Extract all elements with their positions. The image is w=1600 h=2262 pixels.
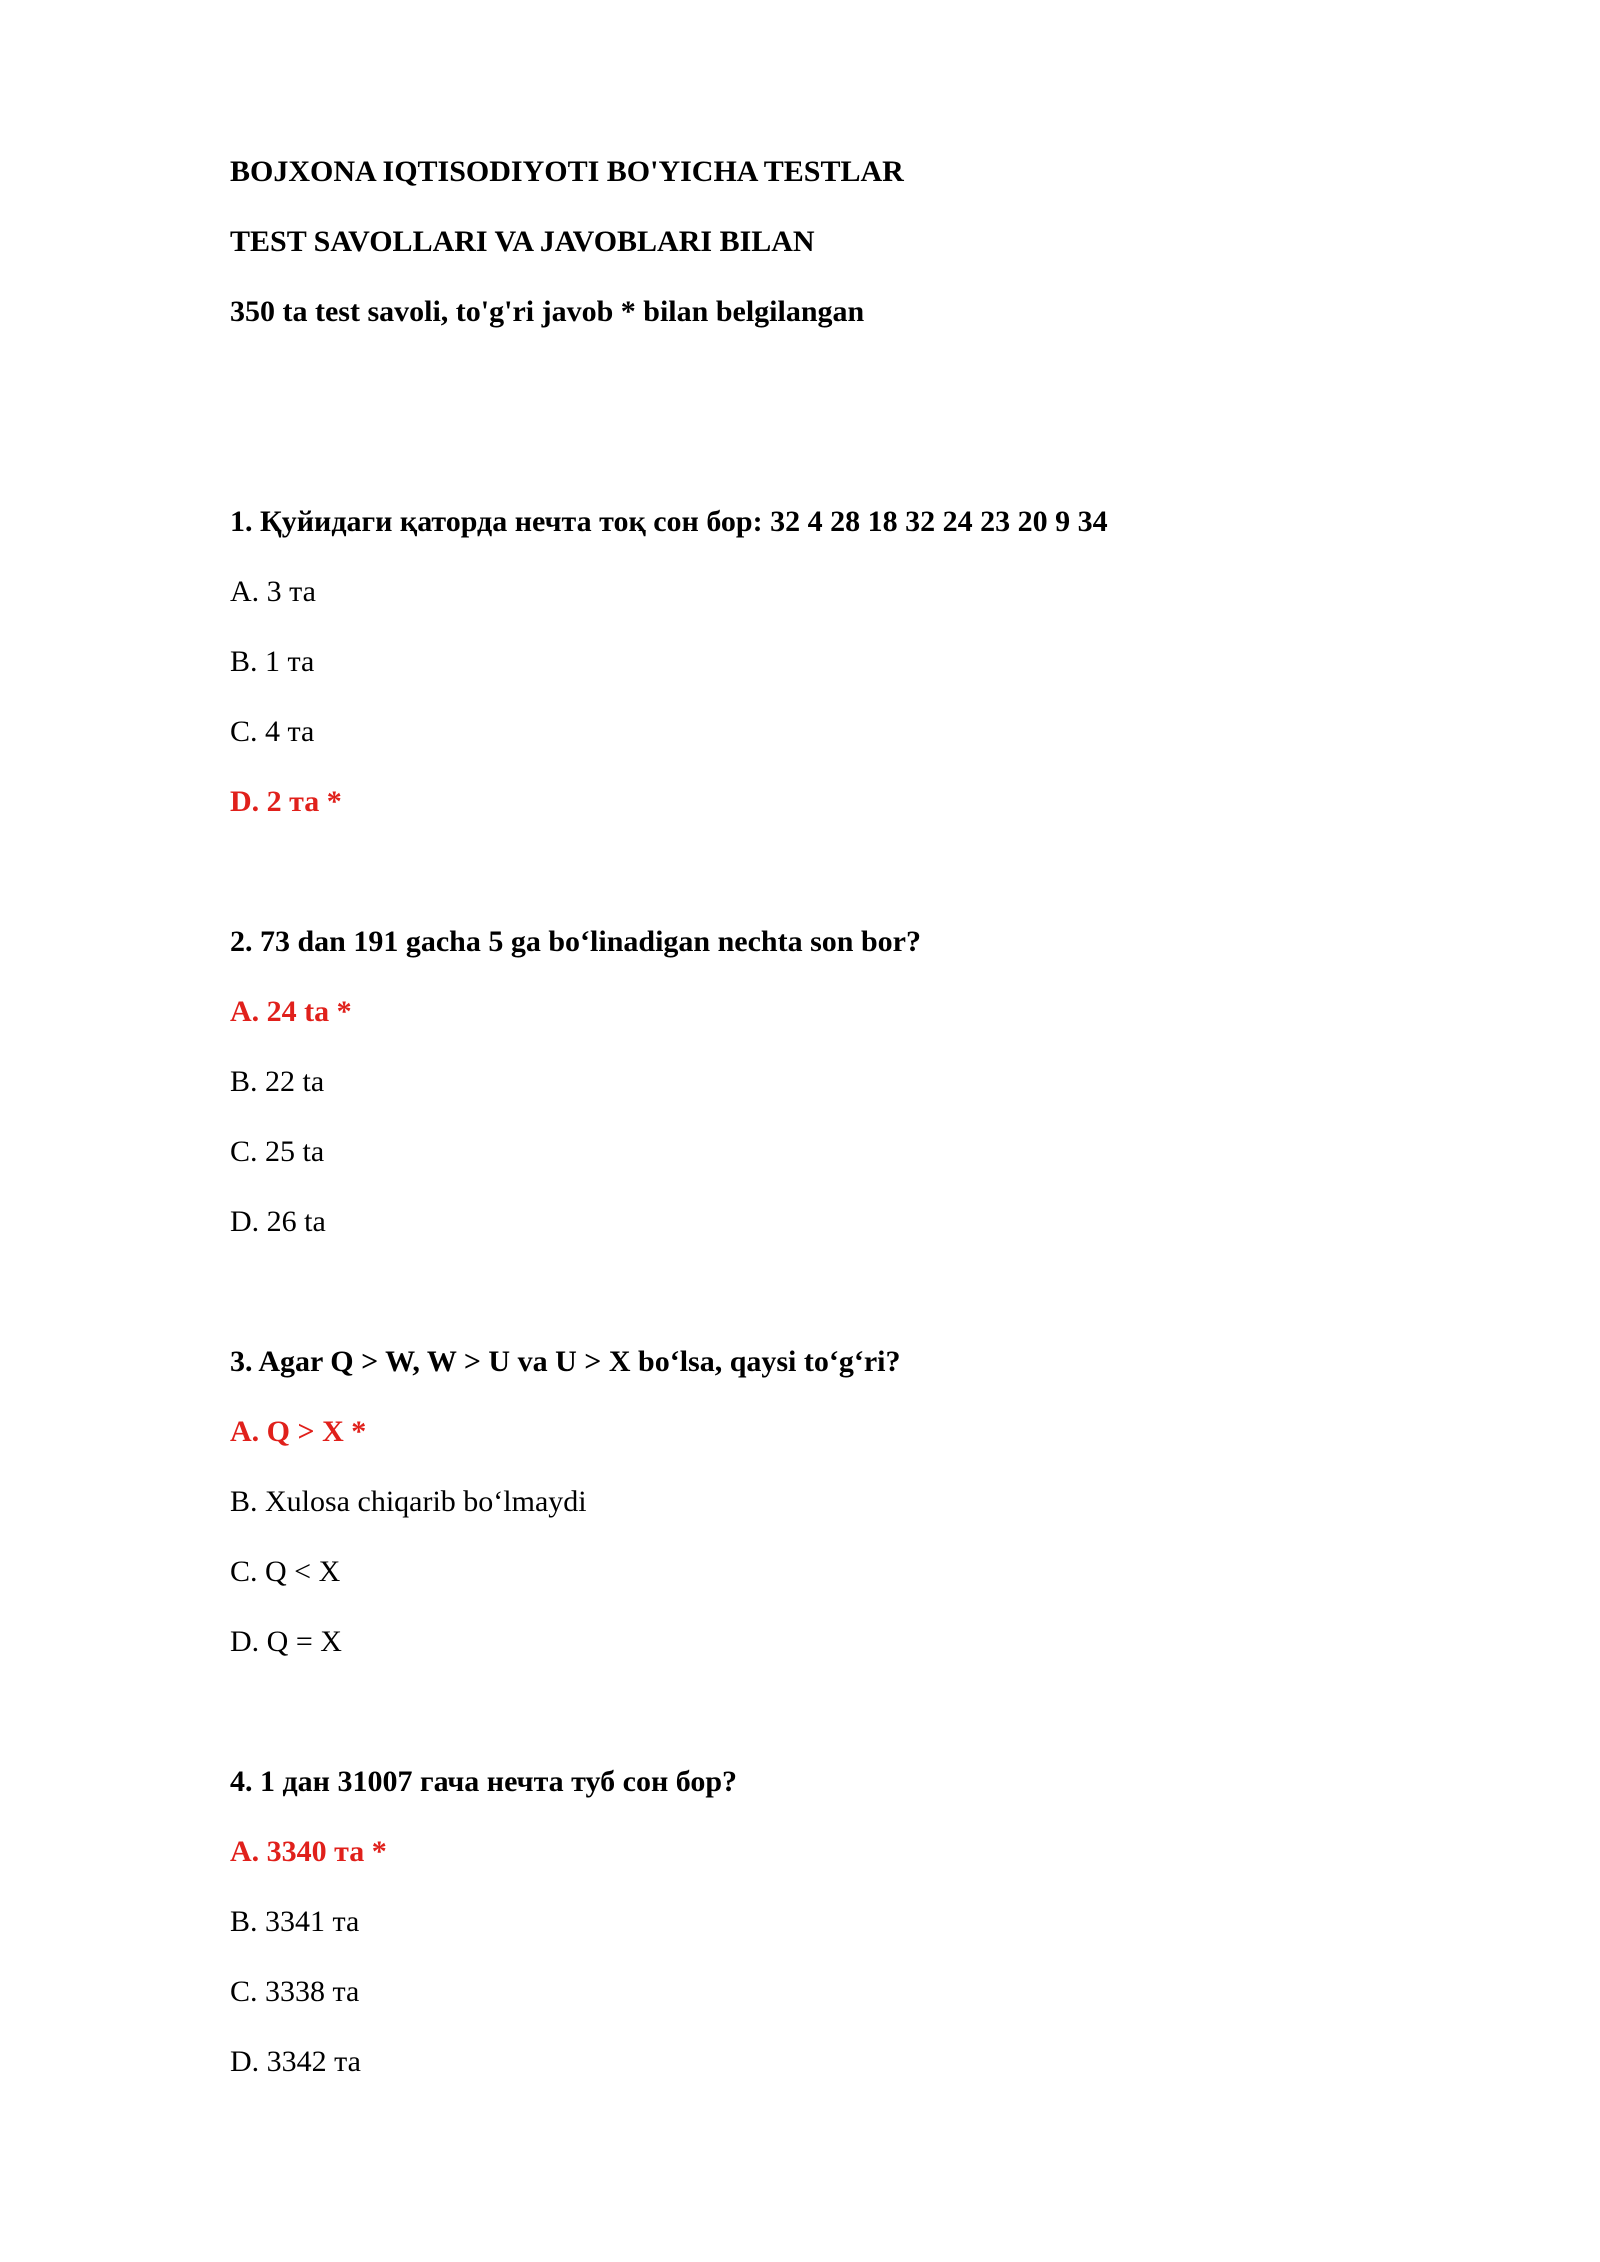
answer-option: B. Xulosa chiqarib bo‘lmaydi (230, 1485, 587, 1518)
question-text: 2. 73 dan 191 gacha 5 ga bo‘linadigan nechta son bor? (230, 925, 921, 958)
document-note: 350 ta test savoli, to'g'ri javob * bilan belgilangan (230, 295, 865, 328)
answer-option: D. Q = X (230, 1625, 342, 1658)
document-subtitle: TEST SAVOLLARI VA JAVOBLARI BILAN (230, 225, 815, 258)
answer-option: C. 25 ta (230, 1135, 325, 1168)
answer-option: D. 26 ta (230, 1205, 326, 1238)
question-text: 3. Agar Q > W, W > U va U > X bo‘lsa, qaysi to‘g‘ri? (230, 1345, 901, 1378)
answer-option-correct: A. 3340 та * (230, 1835, 387, 1868)
answer-option: A. 3 та (230, 575, 316, 608)
answer-option: C. Q < X (230, 1555, 341, 1588)
question-text: 1. Қуйидаги қаторда нечта тоқ сон бор: 32 4 28 18 32 24 23 20 9 34 (230, 505, 1108, 538)
answer-option: D. 3342 та (230, 2045, 361, 2078)
answer-option: B. 1 та (230, 645, 315, 678)
answer-option-correct: A. Q > X * (230, 1415, 367, 1448)
answer-option: C. 4 та (230, 715, 315, 748)
question-text: 4. 1 дан 31007 гача нечта туб сон бор? (230, 1765, 738, 1798)
answer-option-correct: D. 2 та * (230, 785, 342, 818)
answer-option: C. 3338 та (230, 1975, 360, 2008)
document-title: BOJXONA IQTISODIYOTI BO'YICHA TESTLAR (230, 155, 904, 188)
answer-option: B. 22 ta (230, 1065, 325, 1098)
answer-option: B. 3341 та (230, 1905, 360, 1938)
answer-option-correct: A. 24 ta * (230, 995, 352, 1028)
